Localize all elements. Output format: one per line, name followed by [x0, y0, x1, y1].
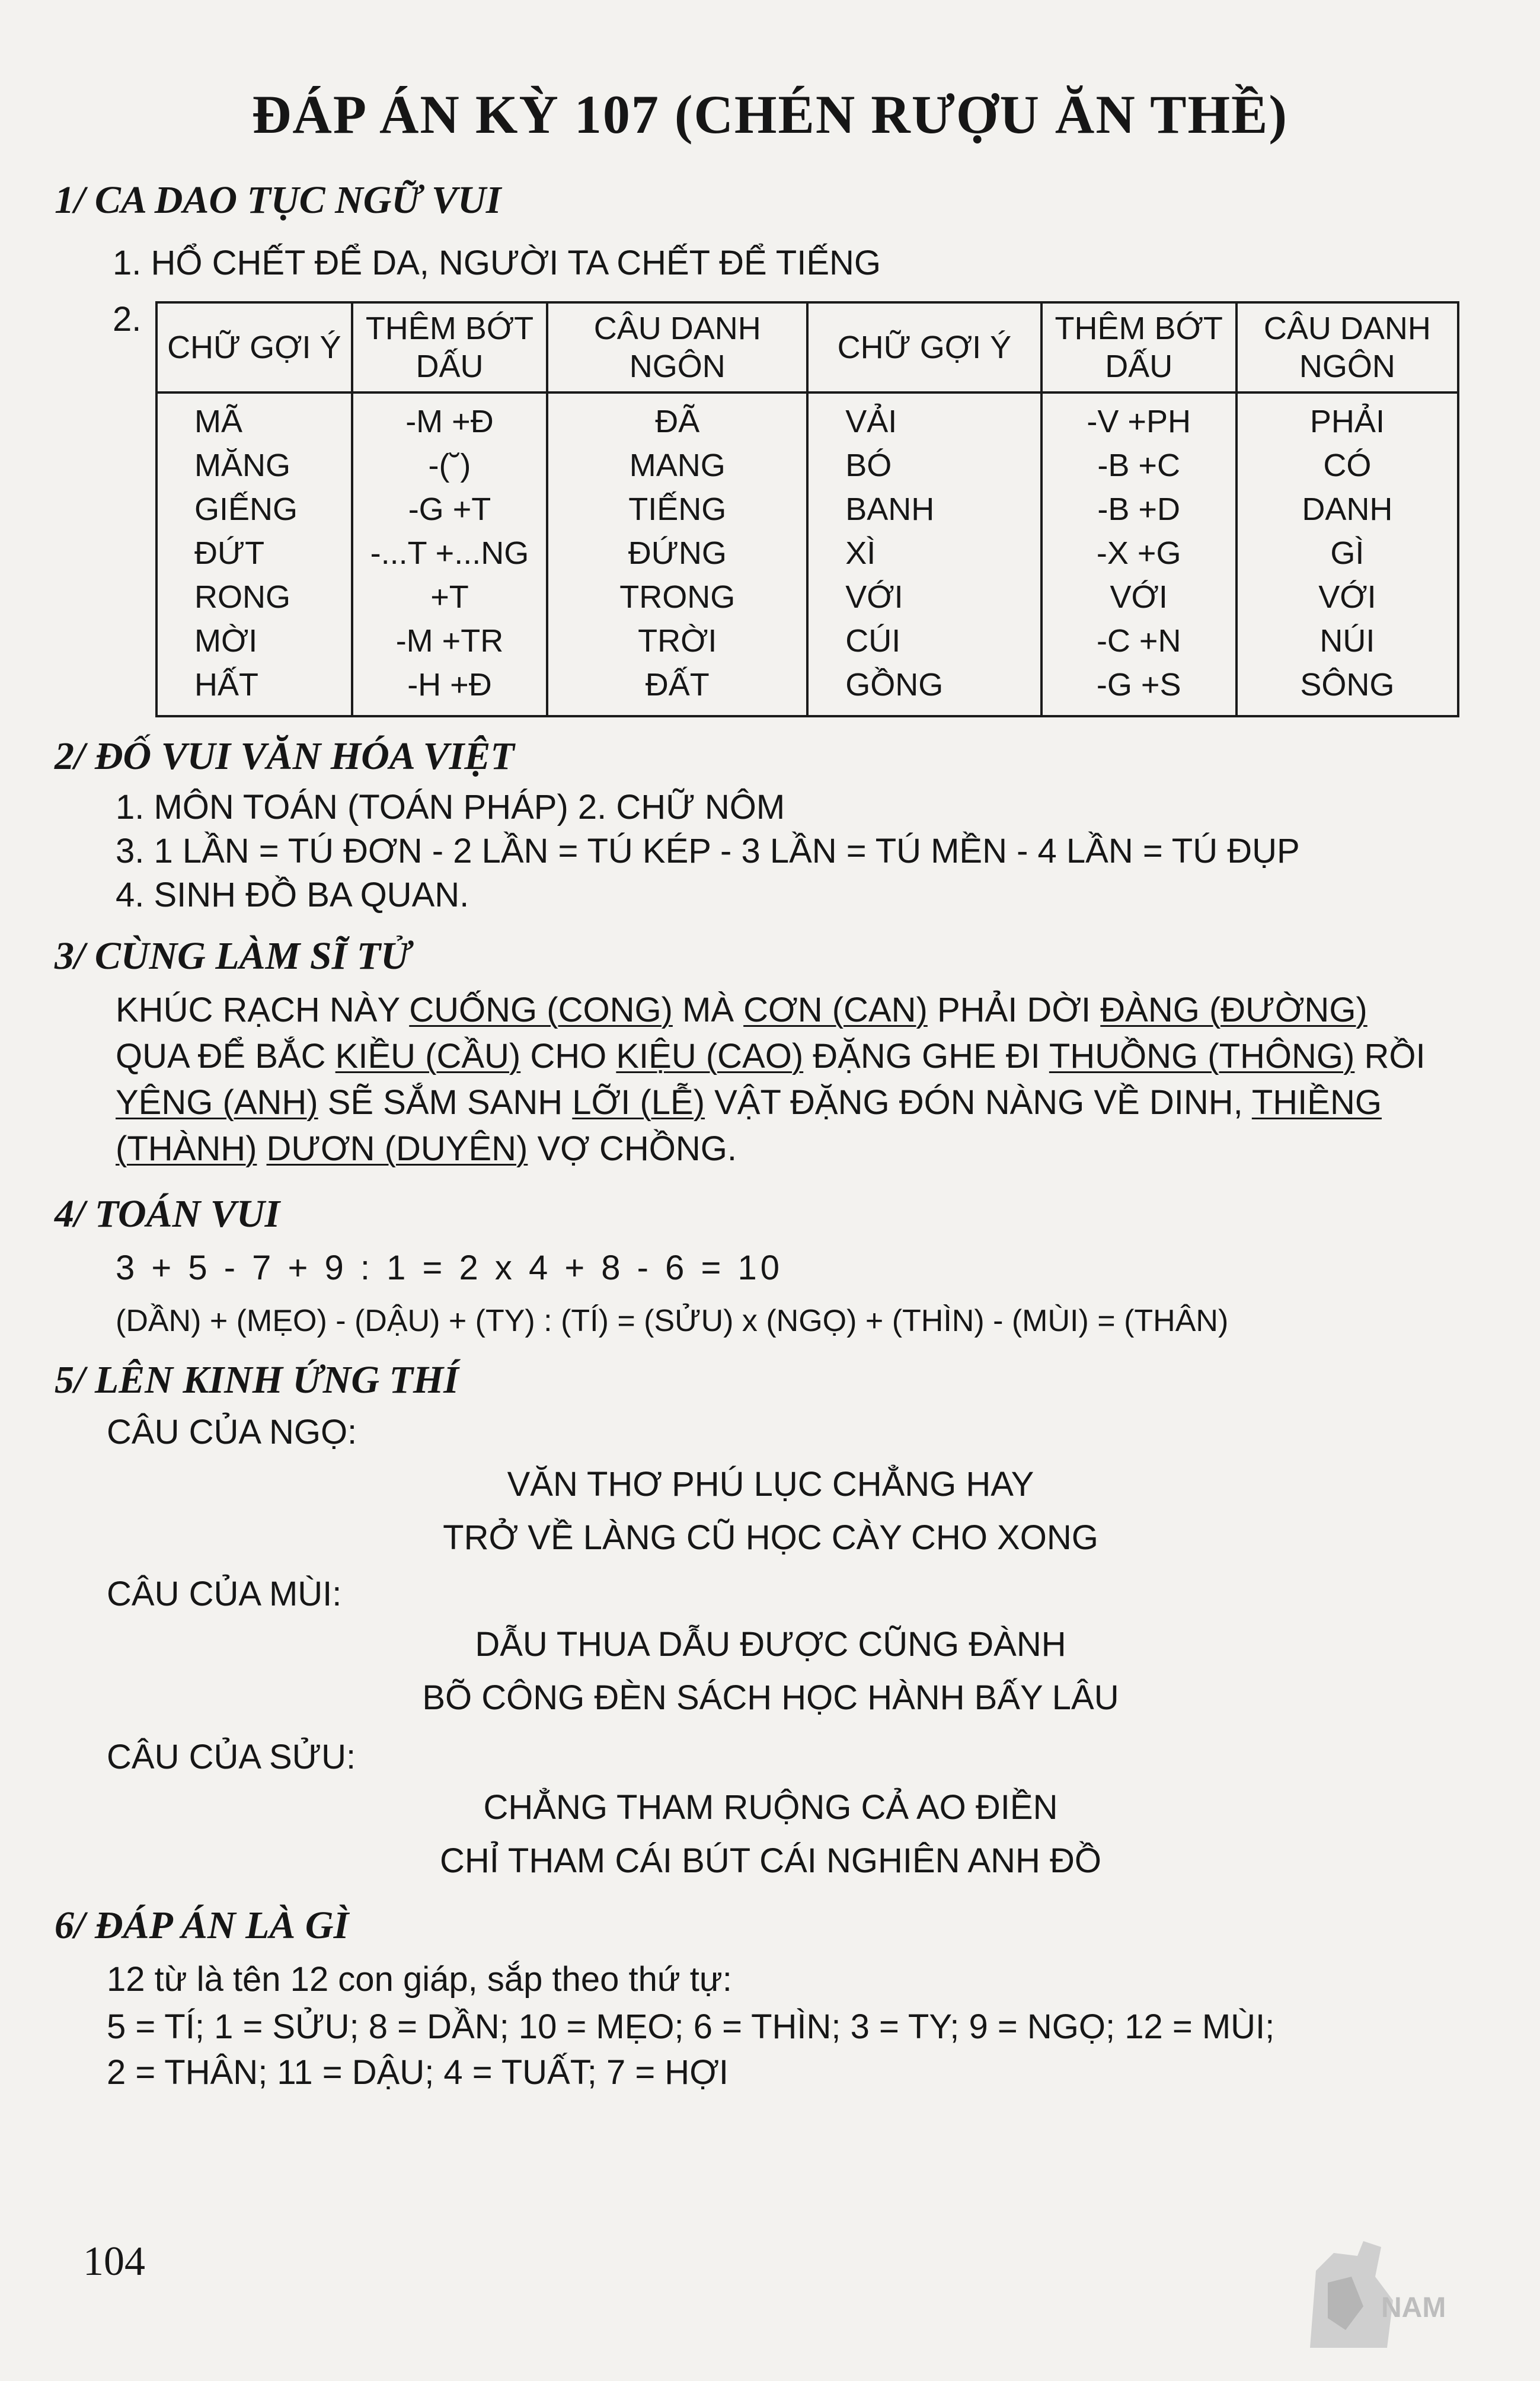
table-cell: -M +Đ [405, 404, 494, 439]
answer-table [155, 301, 1459, 717]
table-cell: TRONG [619, 579, 736, 615]
table-cell: +T [430, 579, 469, 615]
table-cell: VỚI [1110, 579, 1168, 615]
s5-verse-mui-1: DẪU THUA DẪU ĐƯỢC CŨNG ĐÀNH [475, 1625, 1066, 1664]
table-cell: MỜI [194, 623, 258, 659]
table-header: THÊM BỚT DẤU [352, 302, 548, 392]
s5-label-suu: CÂU CỦA SỬU: [107, 1738, 356, 1776]
table-cell: MANG [629, 448, 726, 483]
table-cell: GIẾNG [194, 491, 298, 527]
s6-line-2: 5 = TÍ; 1 = SỬU; 8 = DẦN; 10 = MẸO; 6 = THÌN; 3 = TY; 9 = NGỌ; 12 = MÙI; [107, 2007, 1275, 2046]
table-cell: HẤT [194, 667, 258, 703]
table-cell: GỒNG [845, 667, 944, 703]
s5-label-ngo: CÂU CỦA NGỌ: [107, 1413, 357, 1451]
s4-zodiac-equation: (DẦN) + (MẸO) - (DẬU) + (TY) : (TÍ) = (SỬU) x (NGỌ) + (THÌN) - (MÙI) = (THÂN) [116, 1304, 1229, 1338]
s4-equation: 3 + 5 - 7 + 9 : 1 = 2 x 4 + 8 - 6 = 10 [116, 1249, 783, 1287]
page-title: ĐÁP ÁN KỲ 107 (CHÉN RƯỢU ĂN THỀ) [251, 84, 1289, 145]
table-cell: ĐỨNG [628, 535, 727, 571]
logo-text: NAM [1381, 2292, 1446, 2323]
s5-verse-suu-2: CHỈ THAM CÁI BÚT CÁI NGHIÊN ANH ĐỒ [439, 1841, 1102, 1880]
s5-verse-suu-1: CHẲNG THAM RUỘNG CẢ AO ĐIỀN [483, 1788, 1058, 1827]
table-column-proverb-1 [547, 392, 807, 716]
table-cell: PHẢI [1309, 404, 1385, 439]
table-cell: TRỜI [638, 623, 717, 659]
section-6-heading: 6/ ĐÁP ÁN LÀ GÌ [55, 1904, 349, 1947]
table-cell: VỚI [1318, 579, 1376, 615]
table-header: CHỮ GỢI Ý [156, 302, 352, 392]
s2-line-1: 1. MÔN TOÁN (TOÁN PHÁP) 2. CHỮ NÔM [116, 788, 785, 826]
table-body-row [156, 392, 1458, 716]
s1-item-2-label: 2. [113, 300, 142, 339]
table-cell: -G +S [1096, 667, 1181, 703]
table-cell: CÚI [845, 623, 901, 659]
table-cell: -(˘) [428, 448, 471, 483]
table-cell: MÃ [194, 404, 242, 439]
s5-verse-mui-2: BÕ CÔNG ĐÈN SÁCH HỌC HÀNH BẤY LÂU [422, 1678, 1119, 1717]
s3-line-1: KHÚC RẠCH NÀY CUỐNG (CONG) MÀ CƠN (CAN) PHẢI DỜI ĐÀNG (ĐƯỜNG) [116, 991, 1368, 1029]
table-cell: TIẾNG [628, 491, 727, 527]
table-cell: -X +G [1096, 535, 1181, 571]
table-header-row [156, 302, 1458, 392]
section-3-heading: 3/ CÙNG LÀM SĨ TỬ [55, 934, 411, 978]
table-column-changes-1 [352, 392, 548, 716]
table-cell: MĂNG [194, 448, 290, 483]
table-cell: VỚI [845, 579, 903, 615]
s2-line-3: 4. SINH ĐỒ BA QUAN. [116, 876, 469, 914]
table-cell: RONG [194, 579, 290, 615]
table-cell: BANH [845, 491, 935, 527]
section-2-heading: 2/ ĐỐ VUI VĂN HÓA VIỆT [55, 735, 515, 778]
table-column-proverb-2 [1237, 392, 1458, 716]
s3-line-2: QUA ĐỂ BẮC KIỀU (CẦU) CHO KIỆU (CAO) ĐẶNG GHE ĐI THUỒNG (THÔNG) RỒI [116, 1037, 1426, 1075]
table-cell: DANH [1302, 491, 1393, 527]
table-cell: GÌ [1330, 535, 1365, 571]
section-4-heading: 4/ TOÁN VUI [55, 1192, 280, 1236]
s1-item-1: 1. HỔ CHẾT ĐỂ DA, NGƯỜI TA CHẾT ĐỂ TIẾNG [113, 244, 881, 282]
table-cell: -B +C [1097, 448, 1180, 483]
table-cell: CÓ [1323, 448, 1372, 483]
table-header: THÊM BỚT DẤU [1041, 302, 1237, 392]
table-cell: ĐÃ [655, 404, 700, 439]
table-column-hint-words-1 [156, 392, 352, 716]
table-cell: NÚI [1319, 623, 1375, 659]
table-cell: -...T +...NG [370, 535, 529, 571]
section-5-heading: 5/ LÊN KINH ỨNG THÍ [55, 1358, 459, 1402]
s6-line-1: 12 từ là tên 12 con giáp, sắp theo thứ tự: [107, 1960, 732, 1999]
page-number: 104 [83, 2239, 145, 2284]
s3-line-3: YÊNG (ANH) SẼ SẮM SANH LỠI (LỄ) VẬT ĐẶNG ĐÓN NÀNG VỀ DINH, THIỀNG [116, 1083, 1382, 1122]
table-cell: ĐẤT [645, 667, 710, 703]
table-header: CHỮ GỢI Ý [807, 302, 1041, 392]
s2-line-2: 3. 1 LẦN = TÚ ĐƠN - 2 LẦN = TÚ KÉP - 3 LẦN = TÚ MỀN - 4 LẦN = TÚ ĐỤP [116, 832, 1300, 870]
s5-label-mui: CÂU CỦA MÙI: [107, 1575, 342, 1613]
table-cell: SÔNG [1300, 667, 1395, 703]
table-cell: VẢI [845, 404, 897, 439]
table-cell: -M +TR [395, 623, 504, 659]
s5-verse-ngo-1: VĂN THƠ PHÚ LỤC CHẲNG HAY [507, 1465, 1034, 1504]
table-cell: -V +PH [1087, 404, 1191, 439]
section-1-heading: 1/ CA DAO TỤC NGỮ VUI [55, 178, 501, 222]
publisher-logo [1292, 2235, 1470, 2354]
s6-line-3: 2 = THÂN; 11 = DẬU; 4 = TUẤT; 7 = HỢI [107, 2053, 729, 2092]
table-cell: BÓ [845, 448, 892, 483]
table-cell: ĐỨT [194, 535, 265, 571]
s5-verse-ngo-2: TRỞ VỀ LÀNG CŨ HỌC CÀY CHO XONG [443, 1518, 1098, 1557]
table-cell: -B +D [1097, 491, 1180, 527]
table-column-changes-2 [1041, 392, 1237, 716]
table-cell: -G +T [408, 491, 491, 527]
table-column-hint-words-2 [807, 392, 1041, 716]
table-cell: XÌ [845, 535, 876, 571]
table-cell: -C +N [1096, 623, 1181, 659]
s3-line-4: (THÀNH) DƯƠN (DUYÊN) VỢ CHỒNG. [116, 1129, 737, 1168]
table-header: CÂU DANH NGÔN [1237, 302, 1458, 392]
table-header: CÂU DANH NGÔN [547, 302, 807, 392]
table-cell: -H +Đ [407, 667, 492, 703]
